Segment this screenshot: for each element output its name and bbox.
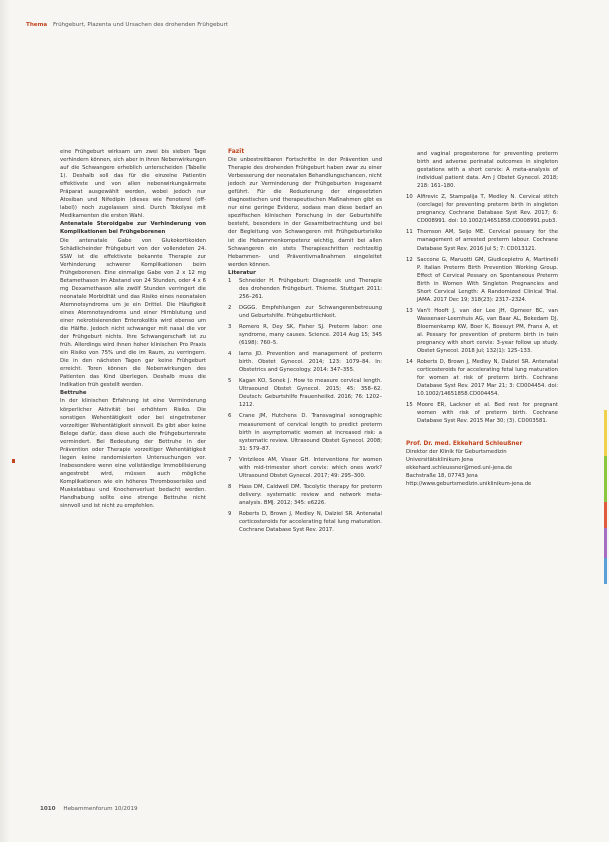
- bedrest-paragraph: In der klinischen Erfahrung ist eine Verminderung körperlicher Aktivität bei erhöhtem Risiko. Die sonstigen Wehentätigkeit oder bei eingetretener vorzeitiger Wehentätigkeit sinnvoll. Es gibt aber keine Belege dafür, dass diese auch die Frühgeburtenrate vermindert. Bei Bedeutung der Bettruhe in der Prävention oder Therapie vorzeitiger Wehentätigkeit liegen keine randomisierten Untersuchungen vor. Insbesondere wenn eine vollständige Immobilisierung angestrebt wird, müssen auch mögliche Komplikationen wie ein höheres Thromboserisiko und Muskelabbau und Knochenverlust bedacht werden. Handhabung sollte eine strenge Bettruhe nicht sinnvoll und ist nicht zu empfehlen.: [60, 398, 206, 510]
- reference-item: 8 Hass DM, Caldwell DM. Tocolytic therapy for preterm delivery: systematic review and network meta-analysis. BMJ. 2012; 345: e6226.: [228, 483, 382, 506]
- author-url: http://www.geburtsmedizin.uniklinikum-jena.de: [406, 480, 532, 487]
- author-block: [406, 440, 558, 488]
- fazit-paragraph: Die unbestreitbaren Fortschritte in der Prävention und Therapie des drohenden Frühgeburt haben zwar zu einer Verbesserung der neonatalen Behandlungschancen, nicht jedoch zur Verminderung der Frühgeburten insgesamt geführt. Für die Reduzierung der eingesetzten diagnostischen und therapeutischen Maßnahmen gibt es nur eine geringe Evidenz, sodass man diese bedarf an spezifischen klinischen Forschung in der Geburtshilfe besteht, besonders in der Gesamtbetrachtung und bei der Begleitung von Schwangeren mit Frühgeburtsrisiko ist die Hebammenkompetenz wichtig, damit bei allen Schwangeren ein stets Therapieschritten rechtzeitig Hebammen- und Präventivmaßnahmen eingeleitet werden können.: [228, 157, 382, 268]
- column-1: [60, 148, 206, 510]
- reference-item: and vaginal progesterone for preventing preterm birth and adverse perinatal outcomes in singleton gestations with a short cervix: A meta-analysis of individual patient data. Am J Obstet Gynecol. 2018; 218: 161–180.: [417, 151, 558, 190]
- reference-item: 3 Romero R, Dey SK, Fisher SJ. Preterm labor: one syndrome, many causes. Science. 2014 Aug 15; 345 (6198): 760–5.: [228, 323, 382, 347]
- steroids-paragraph: Die antenatale Gabe von Glukokortikoiden Schädlicheinder Frühgeburt von der vollendeten 24. SSW ist die effektivste bekannte Therapie zur Verhinderung schwerer Komplikationen beim Frühgeborenen. Eine einmalige Gabe von 2 x 12 mg Betamethason im Abstand von 24 Stunden, oder 4 x 6 mg Dexamethason alle zwölf Stunden verringert die neonatale Morbidität und das Risiko eines neonatalen Atemnotsyndroms um je ein Drittel. Die Häufigkeit eines Atemnotsyndroms und einer Hirnblutung und einer nekrotisierenden Enterokolitis wird ebenso um die Hälfte. Jedoch nicht schwanger mit nasal die vor der Frühgeburt nichts. Ihre Schwangerschaft ist zu früh. Allerdings wird ihnen hoher klinischen Pro Praxis ein Risiko von 75% und die im Raum, zu verringern. Die in den nächsten Tagen gar keine Frühgeburt erreicht. Toren können die Nebenwirkungen des Patienten das Kind überlegen. Deshalb muss die Indikation früh gestellt werden.: [60, 237, 206, 389]
- reference-item: 5 Kagan KO, Sonek J. How to measure cervical length. Ultrasound Obstet Gynecol. 2015; 45: 358–62. Deutsch: Geburtshilfe Frauenheilkd. 2016; 76: 1202–1212.: [228, 378, 382, 409]
- reference-item: 2 DGGG. Empfehlungen zur Schwangerenbetreuung und Geburtshilfe. Frühgeburtlichkeit.: [228, 304, 382, 319]
- author-line: Universitätsklinikum Jena: [406, 456, 474, 463]
- reference-item: 1 Schneider H. Frühgeburt: Diagnostik und Therapie des drohenden Frühgeburt. Thieme. Stuttgart 2011: 256–261.: [228, 277, 382, 300]
- heading-bedrest: Bettruhe: [60, 390, 87, 397]
- color-tab-green: [604, 456, 607, 502]
- author-name: Prof. Dr. med. Ekkehard Schleußner: [406, 440, 523, 447]
- reference-list-1: [228, 277, 382, 534]
- header-title: Frühgeburt, Plazenta und Ursachen des drohenden Frühgeburt: [52, 22, 229, 28]
- author-line: Direktor der Klinik für Geburtsmedizin: [406, 448, 507, 455]
- reference-item: 10 Alfirevic Z, Stampalija T, Medley N. Cervical stitch (cerclage) for preventing preterm birth in singleton pregnancy. Cochrane Database Syst Rev. 2017; 6: CD008991. doi: 10.1002/14651858.CD008991.pub3.: [406, 194, 558, 225]
- heading-fazit: Fazit: [228, 148, 245, 155]
- heading-steroids: Antenatale Steroidgabe zur Verhinderung von Komplikationen bei Frühgeborenen: [60, 221, 206, 236]
- reference-item: 4 Iams JD. Prevention and management of preterm birth. Obstet Gynecol. 2014; 123: 1079–84. In: Obstetrics and Gynecology. 2014: 347–355.: [228, 351, 382, 374]
- reference-item: 13 Van't Hooft J, van der Lee JH, Opmeer BC, van Wassenaer-Leemhuis AG, van Baar AL, Bekedam DJ, Bloemenkamp KW, Boer K, Bossuyt PM, Franx A, et al. Pessary for prevention of preterm birth in twin pregnancy with short cervix: 3-year follow up study. Obstet Gynecol. 2018 Jul; 132(1): 125–133.: [406, 307, 558, 355]
- references-heading: Literatur: [228, 269, 256, 276]
- journal-name: Hebammenforum: [63, 806, 113, 812]
- reference-item: 9 Roberts D, Brown J, Medley N, Dalziel SR. Antenatal corticosteroids for accelerating fetal lung maturation. Cochrane Database Syst Rev. 2017.: [228, 510, 382, 534]
- author-line: Bachstraße 18, 07743 Jena: [406, 472, 478, 479]
- color-tab-purple: [604, 528, 607, 558]
- color-tab-blue: [604, 558, 607, 584]
- column-2: [228, 148, 382, 537]
- reference-item: 15 Moore ER, Lackner et al. Bed rest for pregnant women with risk of preterm birth. Cochrane Database Syst Rev. 2015 Mar 30; (3). CD003581.: [406, 402, 558, 425]
- margin-mark: [12, 459, 15, 463]
- reference-item: 14 Roberts D, Brown J, Medley N, Dalziel SR. Antenatal corticosteroids for accelerating fetal lung maturation for women at risk of preterm birth. Cochrane Database Syst Rev. 2017 Mar 21; 3: CD004454. doi: 10.1002/14651858.CD004454.: [406, 359, 558, 398]
- issue-number: 10/2019: [114, 806, 138, 812]
- reference-item: 12 Saccone G, Maruotti GM, Giudicepietro A, Martinelli P. Italian Preterm Birth Prevention Working Group. Effect of Cervical Pessary on Spontaneous Preterm Birth in Women With Singleton Pregnancies and Short Cervical Length: A Randomized Clinical Trial. JAMA. 2017 Dec 19; 318(23): 2317–2324.: [406, 256, 558, 303]
- running-header: [26, 22, 228, 28]
- color-tab-yellow: [604, 410, 607, 456]
- reference-item: 7 Vintzileos AM, Visser GH. Interventions for women with mid-trimester short cervix: which ones work? Ultrasound Obstet Gynecol. 2017; 49: 295–300.: [228, 456, 382, 479]
- page-footer: [40, 806, 138, 812]
- binding-shadow: [0, 0, 10, 842]
- author-email: ekkehard.schleussner@med.uni-jena.de: [406, 464, 513, 471]
- header-section: Thema: [26, 22, 48, 28]
- reference-list-2: [406, 150, 558, 426]
- intro-paragraph: eine Frühgeburt wirksam um zwei bis sieben Tage verhindern können, sich aber in ihren Nebenwirkungen auf die Schwangere erheblich unterscheiden (Tabelle 1). Deshalb soll das für die einzelne Patientin effektivste und von allen nebenwirkungsärmste Präparat ausgewählt werden, wobei jedoch nur Atosiban und Nifedipin (dieses wie Fenoterol (off-label)) noch zugelassen sind. Durch Tokolyse mit Medikamenten die ersten Wahl.: [60, 149, 206, 220]
- color-tab-red: [604, 502, 607, 528]
- reference-item: 6 Crane JM, Hutchens D. Transvaginal sonographic measurement of cervical length to predict preterm birth in asymptomatic women at increased risk: a systematic review. Ultrasound Obstet Gynecol. 2008; 31: 579–87.: [228, 413, 382, 452]
- page-number: 1010: [40, 806, 56, 812]
- column-3: [406, 150, 558, 488]
- reference-item: 11 Thomson AM, Seijo ME. Cervical pessary for the management of arrested preterm labour. Cochrane Database Syst Rev. 2016 Jul 5; 7: CD013121.: [406, 229, 558, 252]
